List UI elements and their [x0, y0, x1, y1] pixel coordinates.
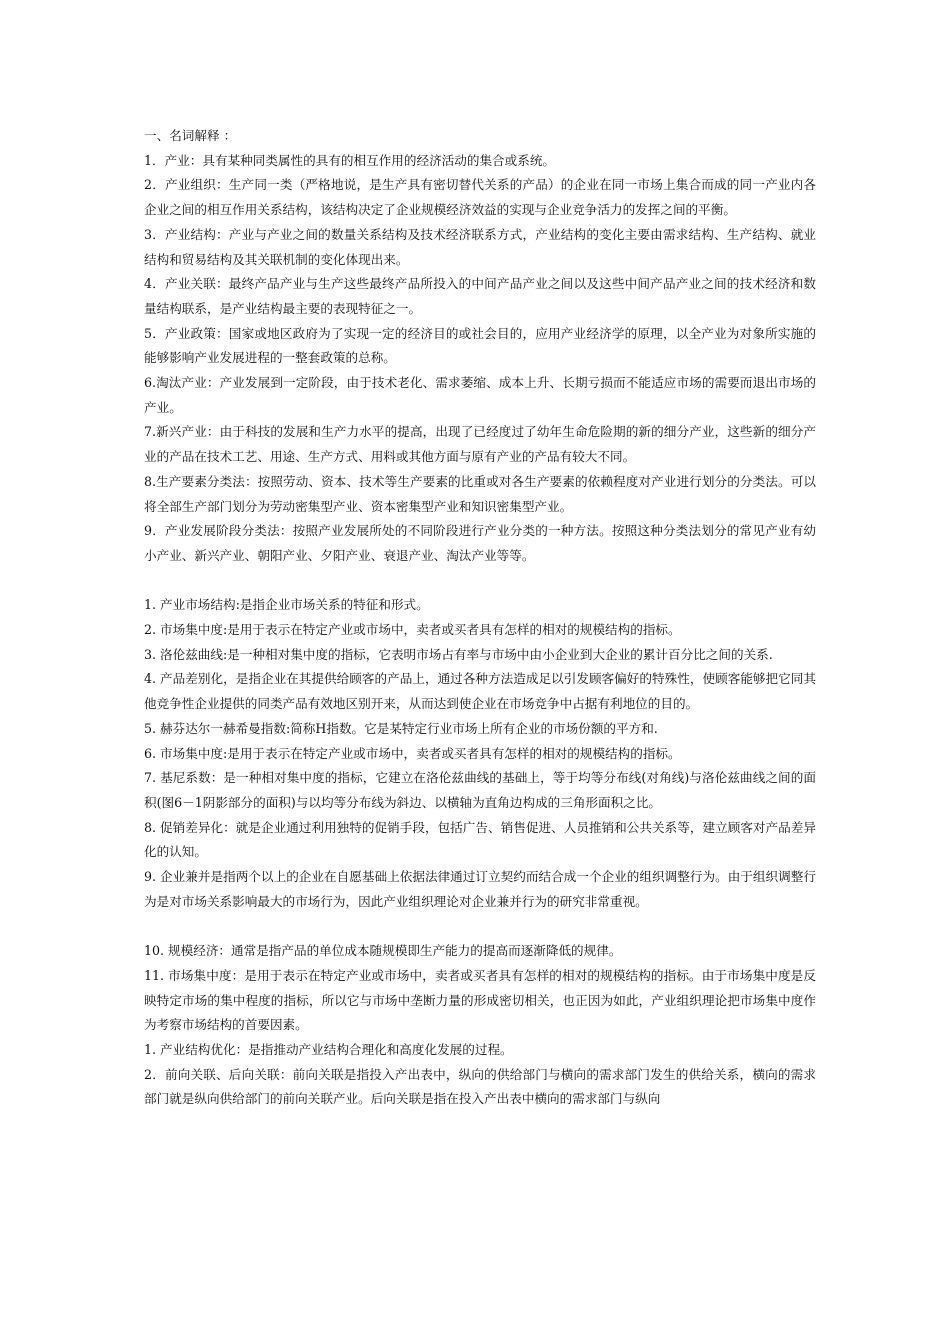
- definition-item: 11. 市场集中度：是用于表示在特定产业或市场中，卖者或买者具有怎样的相对的规模结构的指标。由于市场集中度是反映特定市场的集中程度的指标，所以它与市场中垄断力量的形成密切相关，也正因为如此，产业组织理论把市场集中度作为考察市场结构的首要因素。: [144, 967, 816, 1033]
- definition-item: 1. 产业结构优化：是指推动产业结构合理化和高度化发展的过程。: [144, 1041, 513, 1057]
- definition-item: 8. 促销差异化：就是企业通过利用独特的促销手段，包括广告、销售促进、人员推销和公共关系等，建立顾客对产品差异化的认知。: [144, 819, 816, 860]
- definition-item: 5. 赫芬达尔一赫希曼指数:简称H指数。它是某特定行业市场上所有企业的市场份额的平方和.: [144, 720, 658, 736]
- definition-item: 3．产业结构：产业与产业之间的数量关系结构及技术经济联系方式，产业结构的变化主要由需求结构、生产结构、就业结构和贸易结构及其关联机制的变化体现出来。: [144, 226, 816, 267]
- definition-item: 8.生产要素分类法：按照劳动、资本、技术等生产要素的比重或对各生产要素的依赖程度对产业进行划分的分类法。可以将全部生产部门划分为劳动密集型产业、资本密集型产业和知识密集型产业。: [144, 473, 816, 514]
- definition-item: 7.新兴产业：由于科技的发展和生产力水平的提高，出现了已经度过了幼年生命危险期的新的细分产业，这些新的细分产业的产品在技术工艺、用途、生产方式、用料或其他方面与原有产业的产品有较大不同。: [144, 424, 816, 465]
- definition-item: 10. 规模经济：通常是指产品的单位成本随规模即生产能力的提高而逐渐降低的规律。: [144, 943, 622, 959]
- document-page: [144, 124, 816, 1112]
- definition-item: 4．产业关联：最终产品产业与生产这些最终产品所投入的中间产品产业之间以及这些中间产品产业之间的技术经济和数量结构联系，是产业结构最主要的表现特征之一。: [144, 276, 816, 316]
- definition-item: 9．产业发展阶段分类法：按照产业发展所处的不同阶段进行产业分类的一种方法。按照这种分类法划分的常见产业有幼小产业、新兴产业、朝阳产业、夕阳产业、衰退产业、淘汰产业等等。: [144, 523, 816, 563]
- definition-item: 2．前向关联、后向关联：前向关联是指投入产出表中，纵向的供给部门与横向的需求部门发生的供给关系，横向的需求部门就是纵向供给部门的前向关联产业。后向关联是指在投入产出表中横向的需求部门与纵向: [144, 1066, 816, 1107]
- paragraph-spacer: [144, 914, 816, 939]
- definition-item: 5．产业政策：国家或地区政府为了实现一定的经济目的或社会目的，应用产业经济学的原理，以全产业为对象所实施的能够影响产业发展进程的一整套政策的总称。: [144, 325, 816, 366]
- definition-item: 2．产业组织：生产同一类（严格地说，是生产具有密切替代关系的产品）的企业在同一市场上集合而成的同一产业内各企业之间的相互作用关系结构，该结构决定了企业规模经济效益的实现与企业竞争活力的发挥之间的平衡。: [144, 177, 816, 218]
- section-heading: 一、名词解释 ：: [144, 128, 237, 143]
- definition-item: 2. 市场集中度:是用于表示在特定产业或市场中，卖者或买者具有怎样的相对的规模结构的指标。: [144, 622, 681, 638]
- definition-item: 7. 基尼系数：是一种相对集中度的指标，它建立在洛伦兹曲线的基础上，等于均等分布线(对角线)与洛伦兹曲线之间的面积(图6－1阴影部分的面积)与以均等分布线为斜边、以横轴为直角边构成的三角形面积之比。: [144, 770, 816, 810]
- definition-item: 4. 产品差别化，是指企业在其提供给顾客的产品上，通过各种方法造成足以引发顾客偏好的特殊性，使顾客能够把它同其他竞争性企业提供的同类产品有效地区别开来，从而达到使企业在市场竞争中占据有利地位的目的。: [144, 671, 816, 712]
- paragraph-spacer: [144, 569, 816, 594]
- definition-item: 3. 洛伦兹曲线:是一种相对集中度的指标，它表明市场占有率与市场中由小企业到大企业的累计百分比之间的关系.: [144, 646, 773, 662]
- definition-item: 1. 产业市场结构:是指企业市场关系的特征和形式。: [144, 597, 429, 613]
- definition-item: 6.淘汰产业：产业发展到一定阶段，由于技术老化、需求萎缩、成本上升、长期亏损而不能适应市场的需要而退出市场的产业。: [144, 375, 816, 415]
- definition-item: 1．产业：具有某种同类属性的具有的相互作用的经济活动的集合或系统。: [144, 152, 556, 168]
- definition-item: 6. 市场集中度:是用于表示在特定产业或市场中，卖者或买者具有怎样的相对的规模结构的指标。: [144, 745, 681, 761]
- definition-item: 9. 企业兼并是指两个以上的企业在自愿基础上依据法律通过订立契约而结合成一个企业的组织调整行为。由于组织调整行为是对市场关系影响最大的市场行为，因此产业组织理论对企业兼并行为的研究非常重视。: [144, 869, 816, 909]
